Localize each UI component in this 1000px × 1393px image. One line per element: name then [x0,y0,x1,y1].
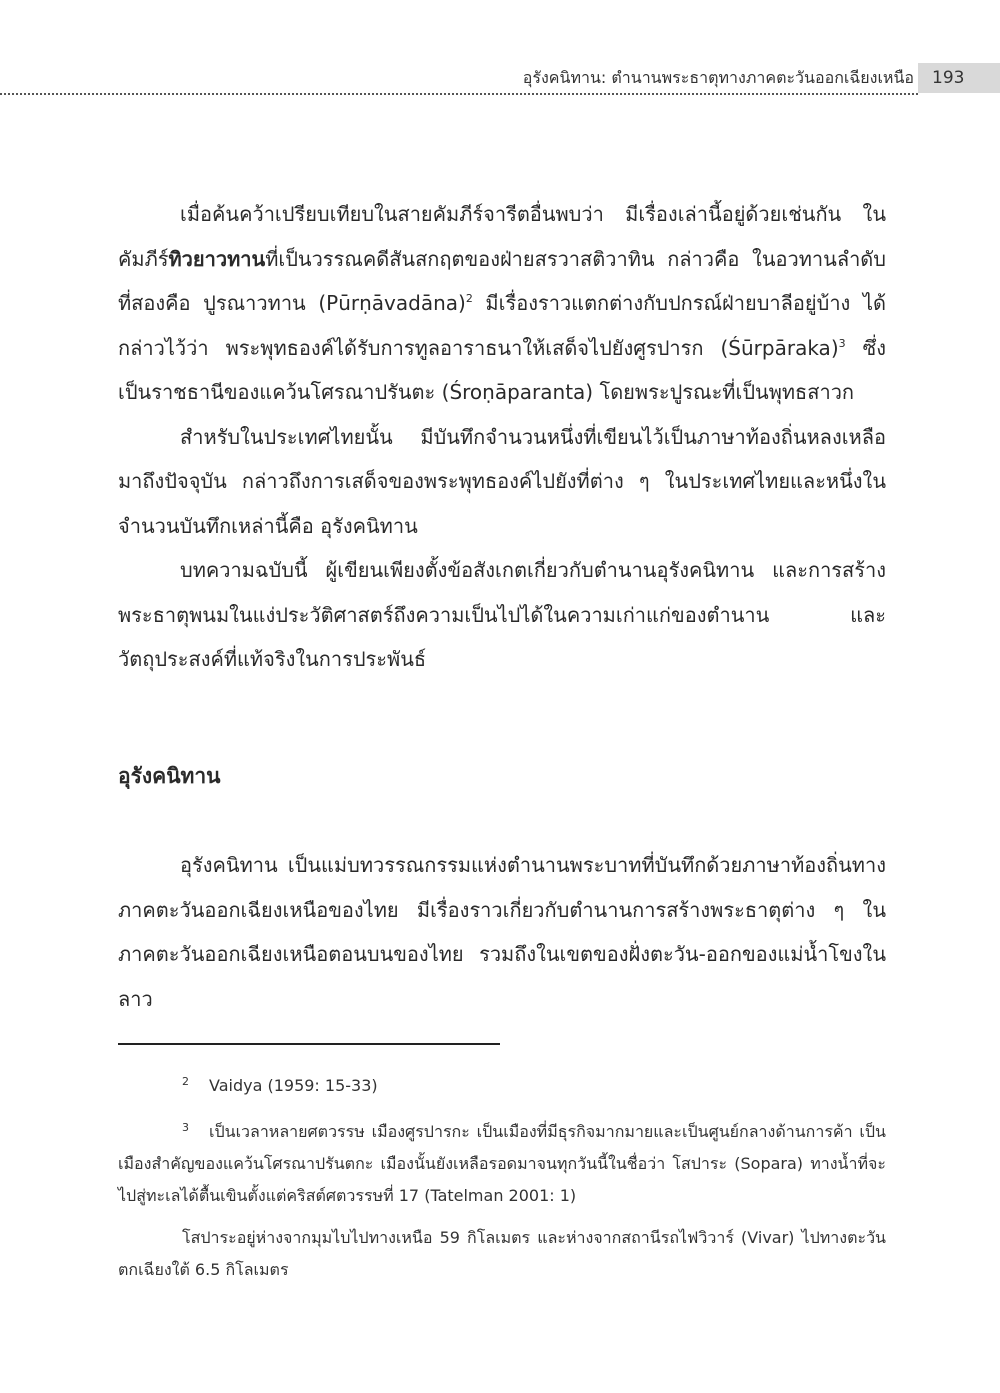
footnote-ref-3[interactable]: 3 [838,336,846,350]
footnote-separator [118,1043,500,1045]
paragraph-2: สำหรับในประเทศไทยนั้น มีบันทึกจำนวนหนึ่งที่เขียนไว้เป็นภาษาท้องถิ่นหลงเหลือมาถึงปัจจุบัน กล่าวถึงการเสด็จของพระพุทธองค์ไปยังที่ต่าง ๆ ในประเทศไทยและหนึ่งในจำนวนบันทึกเหล่านี้คือ อุรังคนิทาน [118,424,886,538]
footnote-number: 2 [182,1075,189,1088]
body-block-intro [118,192,886,682]
footnote-text: เป็นเวลาหลายศตวรรษ เมืองศูรปารกะ เป็นเมืองที่มีธุรกิจมากมายและเป็นศูนย์กลางด้านการค้า เป็นเมืองสำคัญของแคว้นโศรณาปรันตกะ เมืองนั้นยังเหลือรอดมาจนทุกวันนี้ในชื่อว่า โสปาระ (Sopara) ทางน้ำที่จะไปสู่ทะเลได้ตื้นเขินตั้งแต่คริสต์ศตวรรษที่ 17 (Tatelman 2001: 1) [118,1122,886,1205]
footnote-number: 3 [182,1121,189,1134]
paragraph-1-text-a: เมื่อค้นคว้าเปรียบเทียบในสายคัมภีร์จารีตอื่นพบว่า มีเรื่องเล่านี้อยู่ด้วยเช่นกัน ในคัมภีร์ [118,202,886,271]
paragraph-4: อุรังคนิทาน เป็นแม่บทวรรณกรรมแห่งตำนานพระบาทที่บันทึกด้วยภาษาท้องถิ่นทางภาคตะวันออกเฉียงเหนือของไทย มีเรื่องราวเกี่ยวกับตำนานการสร้างพระธาตุต่าง ๆ ในภาคตะวันออกเฉียงเหนือตอนบนของไทย รวมถึงในเขตของฝั่งตะวัน-ออกของแม่น้ำโขงในลาว [118,853,886,1011]
section-heading: อุรังคนิทาน [118,764,221,788]
footnote-3-continued [118,1222,886,1286]
paragraph-1-text-d: ซึ่งเป็นราชธานีของแคว้นโศรณาปรันตะ (Śroṇāparanta) โดยพระปูรณะที่เป็นพุทธสาวก [118,335,886,404]
paragraph-1 [118,192,886,415]
footnote-text: Vaidya (1959: 15-33) [209,1076,378,1095]
footnote-text: โสปาระอยู่ห่างจากมุมไบไปทางเหนือ 59 กิโลเมตร และห่างจากสถานีรถไฟวิวาร์ (Vivar) ไปทางตะวันตกเฉียงใต้ 6.5 กิโลเมตร [118,1228,886,1279]
paragraph-3: บทความฉบับนี้ ผู้เขียนเพียงตั้งข้อสังเกตเกี่ยวกับตำนานอุรังคนิทาน และการสร้างพระธาตุพนมในแง่ประวัติศาสตร์ถึงความเป็นไปได้ในความเก่าแก่ของตำนาน และวัตถุประสงค์ที่แท้จริงในการประพันธ์ [118,558,886,671]
footnote-ref-2[interactable]: 2 [465,292,473,305]
paragraph-1-bold-term: ทิวยาวทาน [168,246,266,271]
running-header-title: อุรังคนิทาน: ตำนานพระธาตุทางภาคตะวันออกเฉียงเหนือ [522,68,914,87]
footnote-2 [118,1066,886,1102]
paragraph-1-text-b: ที่เป็นวรรณคดีสันสกฤตของฝ่ายสรวาสติวาทิน กล่าวคือ ในอวทานลำดับที่สองคือ ปูรณาวทาน (Pūrṇāvadāna) [118,246,886,315]
footnote-3 [118,1112,886,1212]
header-dotted-rule [0,93,918,95]
body-block-section [118,843,886,1021]
paragraph-1-text-c: มีเรื่องราวแตกต่างกับปกรณ์ฝ่ายบาลีอยู่บ้าง ได้กล่าวไว้ว่า พระพุทธองค์ได้รับการทูลอาราธนาให้เสด็จไปยังศูรปารก (Śūrpāraka) [118,291,886,360]
footnotes [118,1066,886,1296]
page-number: 193 [918,63,1000,93]
